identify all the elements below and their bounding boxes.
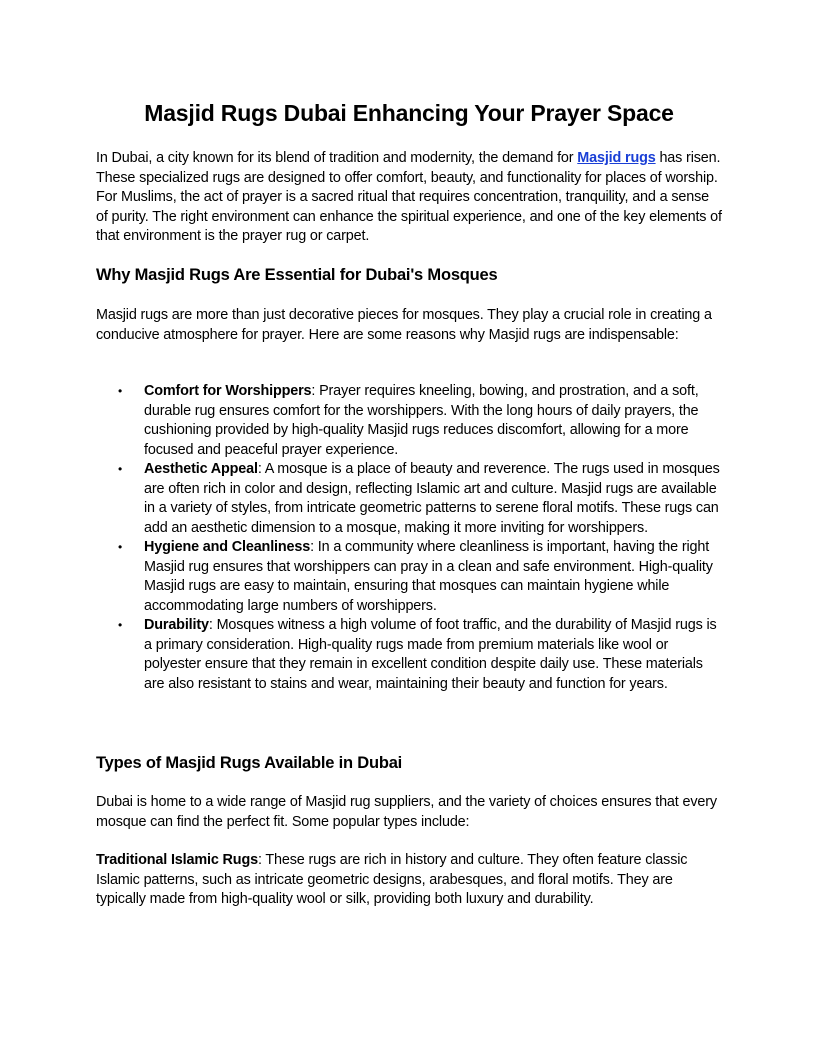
list-item	[96, 616, 722, 694]
list-item-text: : Prayer requires kneeling, bowing, and prostration, and a soft, durable rug ensures comfort for the worshippers. With the long hours of daily prayers, the cushioning provided by high-quality Masjid rugs reduces discomfort, allowing for a more focused and peaceful prayer experience.	[144, 383, 699, 458]
list-item-text: : In a community where cleanliness is important, having the right Masjid rug ensures that worshippers can pray in a clean and safe environment. High-quality Masjid rugs are easy to maintain, ensuring that mosques can maintain hygiene while accommodating large numbers of worshippers.	[144, 539, 713, 614]
traditional-rugs-paragraph	[96, 851, 722, 910]
list-item-text: : A mosque is a place of beauty and reverence. The rugs used in mosques are often rich in color and design, reflecting Islamic art and culture. Masjid rugs are available in a variety of styles, from intricate geometric patterns to serene floral motifs. These rugs can add an aesthetic dimension to a mosque, making it more inviting for worshippers.	[144, 461, 720, 536]
list-item-text: : Mosques witness a high volume of foot traffic, and the durability of Masjid rugs is a primary consideration. High-quality rugs made from premium materials like wool or polyester ensure that they remain in excellent condition despite daily use. These materials are also resistant to stains and wear, maintaining their beauty and function for years.	[144, 617, 717, 692]
section2-heading: Types of Masjid Rugs Available in Dubai	[96, 754, 403, 772]
reasons-list	[96, 382, 722, 694]
list-item-term: Durability	[144, 617, 209, 633]
list-item-term: Comfort for Worshippers	[144, 383, 312, 399]
traditional-rugs-text: : These rugs are rich in history and culture. They often feature classic Islamic patterns, such as intricate geometric designs, arabesques, and floral motifs. They are typically made from high-quality wool or silk, providing both luxury and durability.	[96, 852, 688, 907]
bullet-icon: •	[118, 384, 123, 398]
section1-paragraph: Masjid rugs are more than just decorative pieces for mosques. They play a crucial role in creating a conducive atmosphere for prayer. Here are some reasons why Masjid rugs are indispensable:	[96, 307, 712, 343]
list-item	[96, 382, 722, 460]
section2-paragraph: Dubai is home to a wide range of Masjid rug suppliers, and the variety of choices ensures that every mosque can find the perfect fit. Some popular types include:	[96, 794, 717, 830]
traditional-rugs-term: Traditional Islamic Rugs	[96, 852, 258, 868]
bullet-icon: •	[118, 462, 123, 476]
list-item	[96, 538, 722, 616]
page-title: Masjid Rugs Dubai Enhancing Your Prayer Space	[144, 100, 674, 126]
list-item-term: Hygiene and Cleanliness	[144, 539, 311, 555]
section1-heading: Why Masjid Rugs Are Essential for Dubai's Mosques	[96, 266, 498, 284]
intro-text-after-link: has risen. These specialized rugs are designed to offer comfort, beauty, and functionality for places of worship. For Muslims, the act of prayer is a sacred ritual that requires concentration, tranquility, and a sense of purity. The right environment can enhance the spiritual experience, and one of the key elements of that environment is the prayer rug or carpet.	[96, 150, 722, 244]
masjid-rugs-link[interactable]: Masjid rugs	[577, 150, 656, 166]
bullet-icon: •	[118, 618, 123, 632]
intro-text-before-link: In Dubai, a city known for its blend of tradition and modernity, the demand for	[96, 150, 578, 166]
bullet-icon: •	[118, 540, 123, 554]
list-item	[96, 460, 722, 538]
intro-paragraph	[96, 149, 722, 247]
list-item-term: Aesthetic Appeal	[144, 461, 258, 477]
